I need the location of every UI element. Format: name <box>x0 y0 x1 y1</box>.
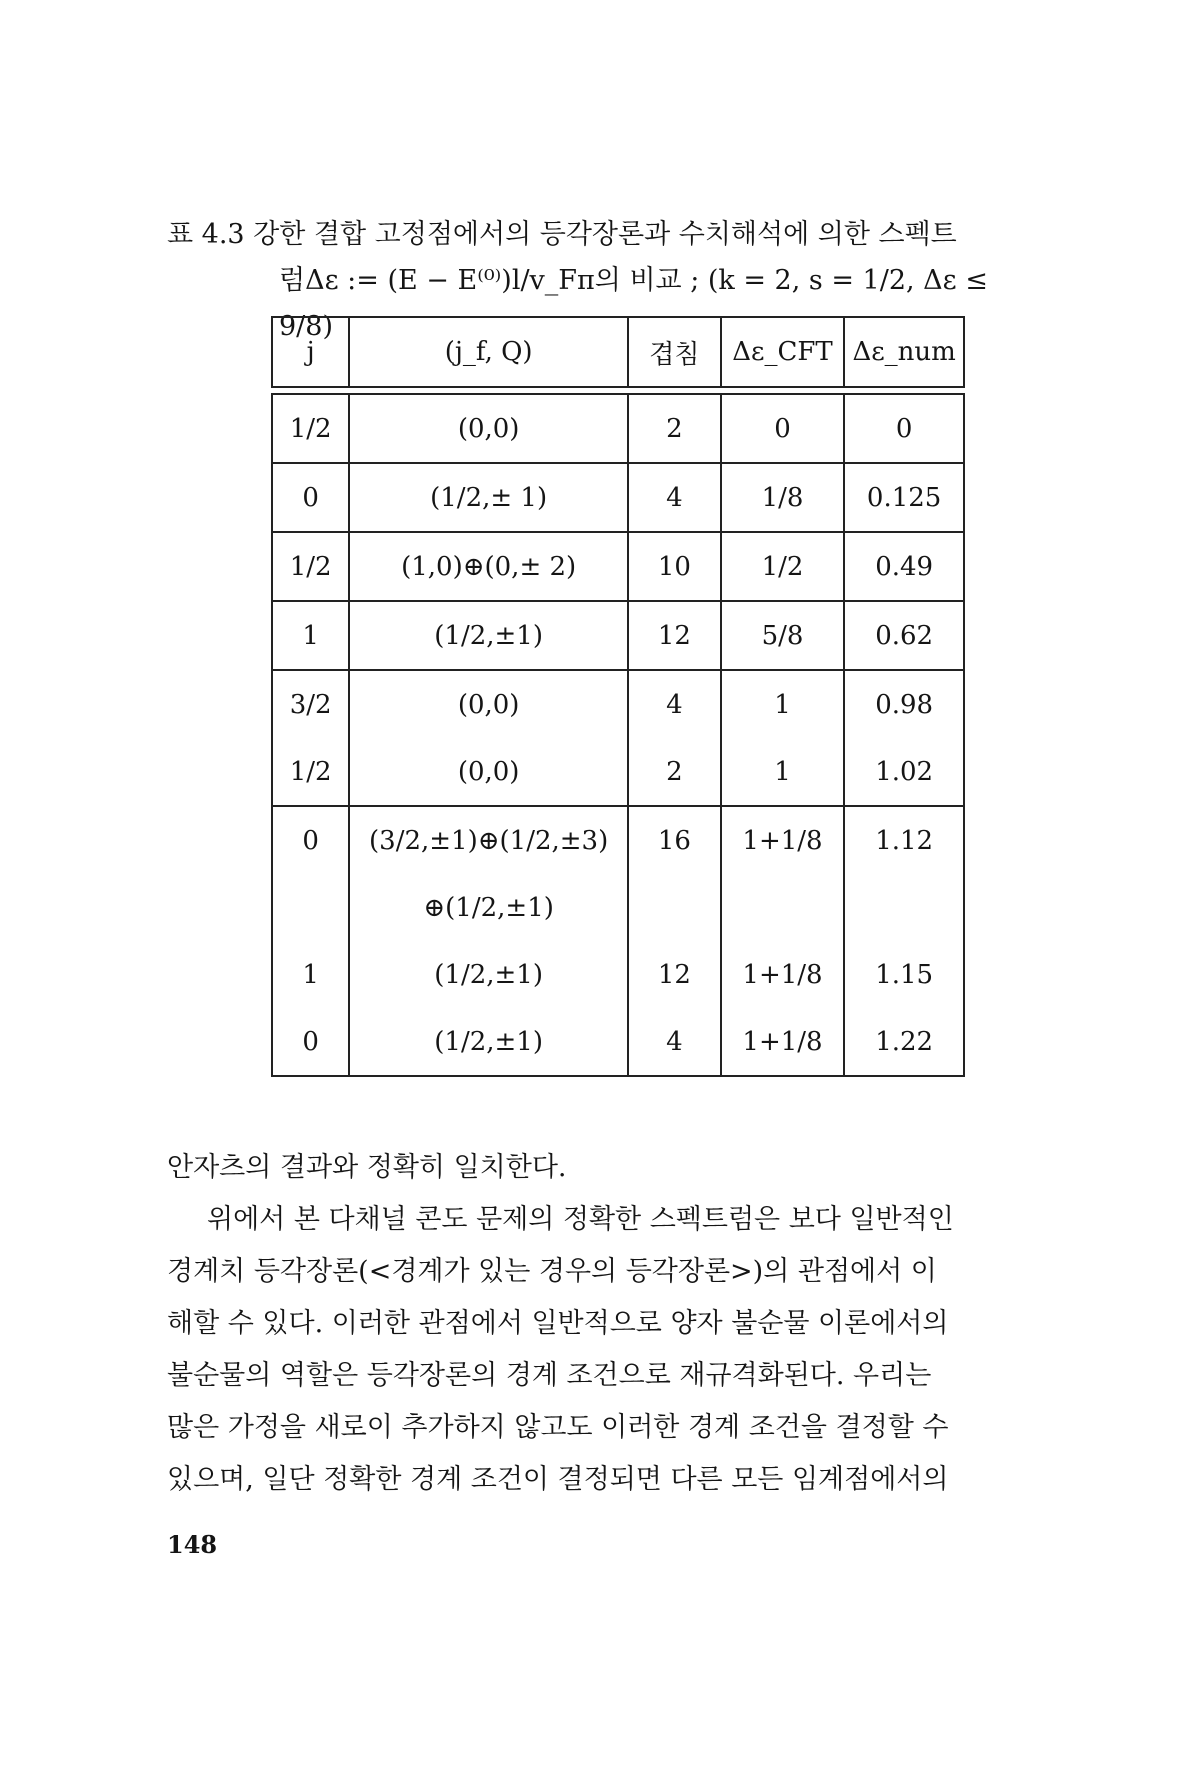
body-line: 안자츠의 결과와 정확히 일치한다. <box>167 1152 567 1183</box>
body-line: 있으며, 일단 정확한 경계 조건이 결정되면 다른 모든 임계점에서의 <box>167 1464 949 1495</box>
caption-line-1: 표 4.3 강한 결합 고정점에서의 등각장론과 수치해석에 의한 스펙트 <box>167 219 957 250</box>
cell-delta-num: 0.62 <box>844 601 964 670</box>
cell-delta-num: 0 <box>844 394 964 463</box>
cell-j: 0 <box>272 463 349 532</box>
cell-degeneracy: 4 <box>628 670 721 738</box>
cell-delta-num: 1.02 <box>844 738 964 806</box>
body-line: 많은 가정을 새로이 추가하지 않고도 이러한 경계 조건을 결정할 수 <box>167 1412 949 1443</box>
cell-j <box>272 874 349 941</box>
cell-delta-num <box>844 874 964 941</box>
body-line: 해할 수 있다. 이러한 관점에서 일반적으로 양자 불순물 이론에서의 <box>167 1308 949 1339</box>
cell-delta-num: 0.98 <box>844 670 964 738</box>
cell-degeneracy: 4 <box>628 1008 721 1076</box>
cell-jf-q: (1/2,±1) <box>349 1008 628 1076</box>
cell-degeneracy: 10 <box>628 532 721 601</box>
cell-j: 1 <box>272 941 349 1008</box>
header-degeneracy: 겹침 <box>628 317 721 387</box>
header-j: j <box>272 317 349 387</box>
cell-delta-cft <box>721 874 845 941</box>
table-header-row <box>272 317 964 387</box>
table-row <box>272 874 964 941</box>
cell-delta-num: 0.125 <box>844 463 964 532</box>
cell-delta-num: 1.22 <box>844 1008 964 1076</box>
table-row <box>272 1008 964 1076</box>
cell-jf-q: (0,0) <box>349 738 628 806</box>
caption-line-2: 럼Δε := (E − E⁽⁰⁾)l/v_Fπ의 비교 ; (k = 2, s = 1/2, Δε ≤ 9/8) <box>279 265 988 342</box>
cell-delta-cft: 1 <box>721 670 845 738</box>
cell-delta-num: 1.15 <box>844 941 964 1008</box>
cell-delta-cft: 1+1/8 <box>721 941 845 1008</box>
table-row <box>272 532 964 601</box>
body-text <box>167 1142 1047 1506</box>
cell-delta-cft: 1/2 <box>721 532 845 601</box>
cell-jf-q: (1/2,±1) <box>349 941 628 1008</box>
cell-j: 0 <box>272 1008 349 1076</box>
page-number: 148 <box>167 1530 218 1559</box>
body-line: 불순물의 역할은 등각장론의 경계 조건으로 재규격화된다. 우리는 <box>167 1360 932 1391</box>
table-row <box>272 601 964 670</box>
cell-delta-num: 1.12 <box>844 806 964 874</box>
table-row <box>272 670 964 738</box>
cell-jf-q: (1,0)⊕(0,± 2) <box>349 532 628 601</box>
header-delta-cft: Δε_CFT <box>721 317 845 387</box>
table-row <box>272 738 964 806</box>
table-row <box>272 463 964 532</box>
cell-jf-q: (1/2,± 1) <box>349 463 628 532</box>
body-line: 위에서 본 다채널 콘도 문제의 정확한 스펙트럼은 보다 일반적인 <box>207 1204 954 1235</box>
cell-j: 1/2 <box>272 394 349 463</box>
table-row <box>272 394 964 463</box>
cell-degeneracy <box>628 874 721 941</box>
cell-degeneracy: 4 <box>628 463 721 532</box>
cell-j: 1 <box>272 601 349 670</box>
cell-delta-cft: 0 <box>721 394 845 463</box>
cell-jf-q: (1/2,±1) <box>349 601 628 670</box>
cell-degeneracy: 12 <box>628 941 721 1008</box>
header-delta-num: Δε_num <box>844 317 964 387</box>
cell-degeneracy: 2 <box>628 394 721 463</box>
cell-delta-cft: 1+1/8 <box>721 1008 845 1076</box>
table-row <box>272 941 964 1008</box>
cell-j: 3/2 <box>272 670 349 738</box>
body-line: 경계치 등각장론(<경계가 있는 경우의 등각장론>)의 관점에서 이 <box>167 1256 937 1287</box>
cell-delta-num: 0.49 <box>844 532 964 601</box>
cell-jf-q: ⊕(1/2,±1) <box>349 874 628 941</box>
cell-delta-cft: 1+1/8 <box>721 806 845 874</box>
cell-degeneracy: 12 <box>628 601 721 670</box>
cell-delta-cft: 5/8 <box>721 601 845 670</box>
spectrum-table <box>271 316 965 1077</box>
table-row <box>272 806 964 874</box>
cell-j: 1/2 <box>272 532 349 601</box>
cell-degeneracy: 2 <box>628 738 721 806</box>
cell-degeneracy: 16 <box>628 806 721 874</box>
cell-jf-q: (3/2,±1)⊕(1/2,±3) <box>349 806 628 874</box>
header-jf-q: (j_f, Q) <box>349 317 628 387</box>
cell-j: 1/2 <box>272 738 349 806</box>
cell-jf-q: (0,0) <box>349 670 628 738</box>
cell-delta-cft: 1 <box>721 738 845 806</box>
cell-j: 0 <box>272 806 349 874</box>
cell-jf-q: (0,0) <box>349 394 628 463</box>
cell-delta-cft: 1/8 <box>721 463 845 532</box>
